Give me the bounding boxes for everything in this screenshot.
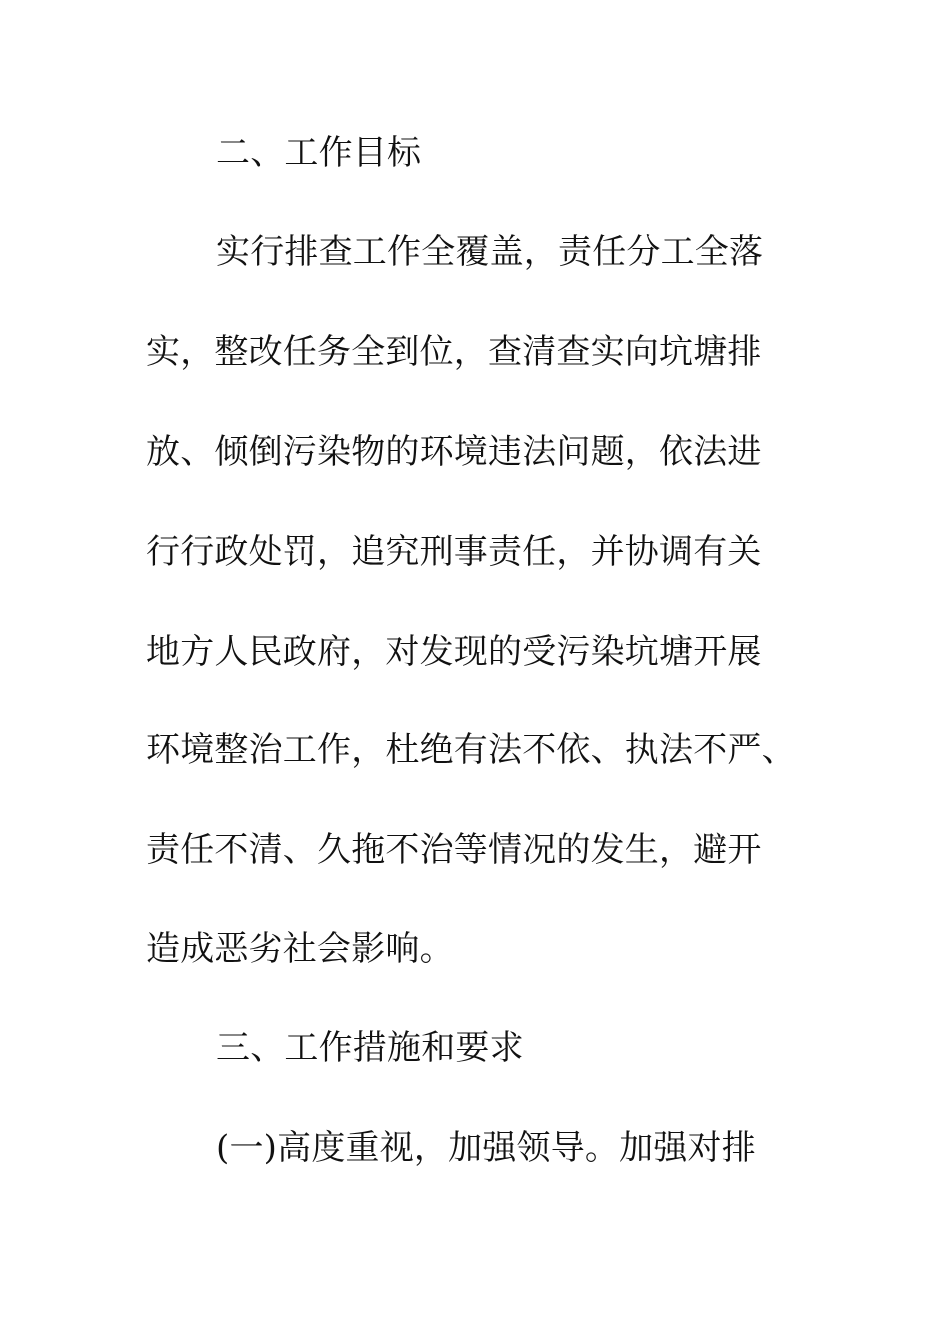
paragraph-line: 实行排查工作全覆盖，责任分工全落: [216, 232, 764, 272]
paragraph-line: (一)高度重视，加强领导。加强对排: [216, 1128, 756, 1168]
paragraph-line: 实，整改任务全到位，查清查实向坑塘排: [146, 332, 762, 372]
section-heading-work-measures: 三、工作措施和要求: [216, 1028, 524, 1068]
paragraph-line: 责任不清、久拖不治等情况的发生，避开: [146, 830, 762, 870]
paragraph-line: 放、倾倒污染物的环境违法问题，依法进: [146, 432, 762, 472]
paragraph-line: 造成恶劣社会影响。: [146, 929, 454, 969]
paragraph-line: 行行政处罚，追究刑事责任，并协调有关: [146, 532, 762, 572]
paragraph-line: 环境整治工作，杜绝有法不依、执法不严、: [146, 730, 796, 770]
section-heading-work-goals: 二、工作目标: [216, 133, 422, 173]
paragraph-line: 地方人民政府，对发现的受污染坑塘开展: [146, 632, 762, 672]
